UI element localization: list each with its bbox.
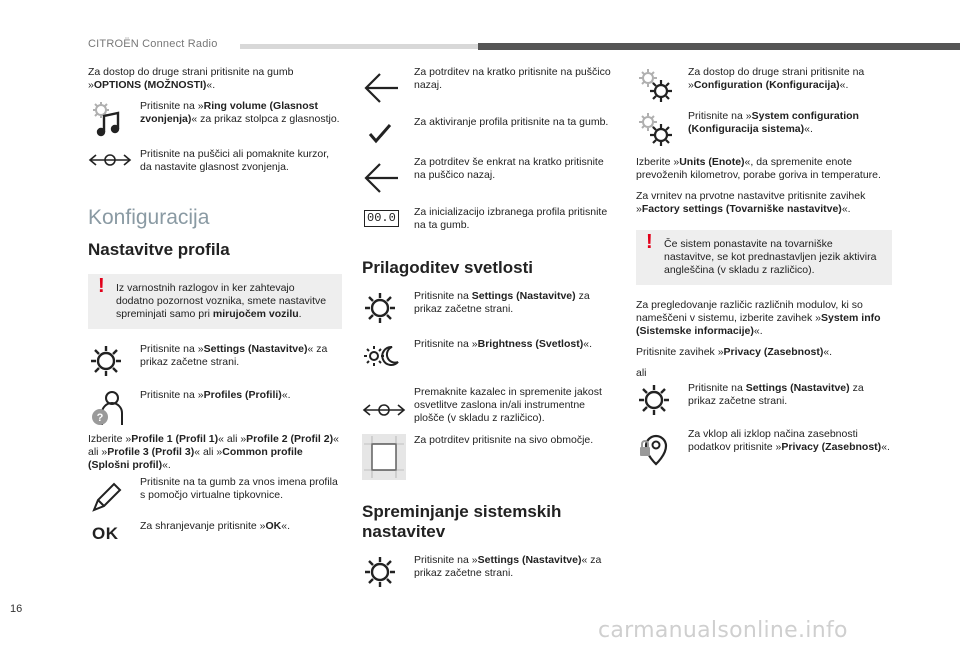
- double-gear-icon: [636, 66, 688, 106]
- settings-music-icon: [88, 100, 140, 140]
- svg-text:?: ?: [96, 412, 104, 424]
- grey-area-text: Za potrditev pritisnite na sivo območje.: [414, 434, 594, 446]
- back-arrow-text-2: Za potrditev še enkrat na kratko pritisnite na puščico nazaj.: [414, 156, 604, 181]
- privacy-settings-text: Pritisnite na Settings (Nastavitve) za prikaz začetne strani.: [688, 382, 864, 407]
- warning-icon: !: [98, 275, 105, 297]
- back-arrow-row-2: [362, 156, 612, 196]
- header-title: CITROËN Connect Radio: [88, 38, 218, 50]
- configuration-row: [636, 66, 892, 106]
- system-settings-row: [362, 554, 612, 594]
- ring-volume-row: [88, 100, 342, 140]
- units-text: Izberite »Units (Enote)«, da spremenite enote prevoženih kilometrov, porabe goriva in temperature.: [636, 156, 881, 181]
- gear-icon-2: [362, 290, 414, 330]
- brightness-row: [362, 338, 612, 378]
- gear-icon-3: [362, 554, 414, 594]
- back-arrow-text-1: Za potrditev na kratko pritisnite na puščico nazaj.: [414, 66, 611, 91]
- pencil-text: Pritisnite na ta gumb za vnos imena profila s pomočjo virtualne tipkovnice.: [140, 476, 338, 501]
- grey-area-row: [362, 434, 612, 480]
- reset-text: Za inicializacijo izbranega profila pritisnite na ta gumb.: [414, 206, 608, 231]
- checkmark-icon: [362, 116, 414, 146]
- volume-arrows-row: [88, 148, 342, 188]
- double-gear-icon-2: [636, 110, 688, 150]
- slider-text: Premaknite kazalec in spremenite jakost osvetlitve zaslona in/ali instrumentne plošče (v skladu z različico).: [414, 386, 602, 424]
- section-title-profile-settings: Nastavitve profila: [88, 240, 230, 259]
- warning-icon-2: !: [646, 231, 653, 253]
- pencil-row: [88, 476, 342, 516]
- column-left: [88, 66, 342, 550]
- back-arrow-icon: [362, 66, 414, 106]
- ring-volume-text: Pritisnite na »Ring volume (Glasnost zvonjenja)« za prikaz stolpca z glasnostjo.: [140, 100, 340, 125]
- pencil-icon: [88, 476, 140, 516]
- warning-box-profile: ! Iz varnostnih razlogov in ker zahtevajo dodatno pozornost voznika, smete nastavitve spreminjati samo pri mirujočem vozilu.: [88, 274, 342, 329]
- warning-box-factory: ! Če sistem ponastavite na tovarniške nastavitve, se kot prednastavljen jezik aktivira angleščina (v skladu z različico).: [636, 230, 892, 285]
- system-settings-text: Pritisnite na »Settings (Nastavitve)« za prikaz začetne strani.: [414, 554, 602, 579]
- privacy-settings-row: [636, 382, 892, 422]
- system-configuration-text: Pritisnite na »System configuration (Konfiguracija sistema)«.: [688, 110, 859, 135]
- ok-row: [88, 520, 342, 550]
- section-title-brightness: Prilagoditev svetlosti: [362, 258, 533, 277]
- reset-row: [362, 206, 612, 236]
- header-bar-light: [240, 44, 478, 49]
- section-title-system: Spreminjanje sistemskih nastavitev: [362, 502, 562, 541]
- back-arrow-icon-2: [362, 156, 414, 196]
- ok-text: Za shranjevanje pritisnite »OK«.: [140, 520, 290, 532]
- profiles-row: [88, 389, 342, 429]
- brightness-settings-text: Pritisnite na Settings (Nastavitve) za prikaz začetne strani.: [414, 290, 590, 315]
- check-text: Za aktiviranje profila pritisnite na ta gumb.: [414, 116, 609, 128]
- privacy-lock-icon: [636, 428, 688, 468]
- privacy-lock-text: Za vklop ali izklop načina zasebnosti podatkov pritisnite »Privacy (Zasebnost)«.: [688, 428, 890, 453]
- slider-arrows-icon: [88, 148, 140, 188]
- configuration-text: Za dostop do druge strani pritisnite na »Configuration (Konfiguracija)«.: [688, 66, 865, 91]
- volume-arrows-text: Pritisnite na puščici ali pomaknite kurzor, da nastavite glasnost zvonjenja.: [140, 148, 330, 173]
- check-row: [362, 116, 612, 146]
- back-arrow-row-1: [362, 66, 612, 106]
- column-right: [636, 66, 892, 468]
- watermark: carmanualsonline.info: [598, 618, 848, 643]
- brightness-text: Pritisnite na »Brightness (Svetlost)«.: [414, 338, 592, 350]
- select-profile-text: Izberite »Profile 1 (Profil 1)« ali »Profile 2 (Profil 2)« ali »Profile 3 (Profil 3)« ali »Common profile (Splošni profil)«.: [88, 433, 339, 471]
- profiles-text: Pritisnite na »Profiles (Profili)«.: [140, 389, 291, 401]
- privacy-lock-row: [636, 428, 892, 468]
- settings-text: Pritisnite na »Settings (Nastavitve)« za prikaz začetne strani.: [140, 343, 328, 368]
- gear-icon: [88, 343, 140, 383]
- page-number: 16: [10, 603, 23, 615]
- system-configuration-row: [636, 110, 892, 150]
- slider-arrows-icon-2: [362, 386, 414, 426]
- system-info-text: Za pregledovanje različic različnih modulov, ki so nameščeni v sistemu, izberite zavihek »System info (Sistemske informacije)«.: [636, 299, 881, 337]
- ok-icon: OK: [92, 524, 119, 543]
- grey-area-icon: [362, 434, 414, 480]
- or-text: ali: [636, 367, 647, 379]
- brightness-settings-row: [362, 290, 612, 330]
- header-bar-dark: [478, 43, 960, 50]
- options-intro: Za dostop do druge strani pritisnite na gumb »OPTIONS (MOŽNOSTI)«.: [88, 66, 294, 91]
- reset-value-icon: 00.0: [362, 206, 414, 236]
- settings-row: [88, 343, 342, 383]
- section-title-configuration: Konfiguracija: [88, 206, 210, 229]
- factory-settings-text: Za vrnitev na prvotne nastavitve pritisnite zavihek »Factory settings (Tovarniške nastavitve)«.: [636, 190, 866, 215]
- brightness-icon: [362, 338, 414, 378]
- column-middle: [362, 66, 612, 594]
- gear-icon-4: [636, 382, 688, 422]
- profile-user-icon: [88, 389, 140, 429]
- slider-row: [362, 386, 612, 426]
- privacy-tab-text: Pritisnite zavihek »Privacy (Zasebnost)«.: [636, 346, 833, 358]
